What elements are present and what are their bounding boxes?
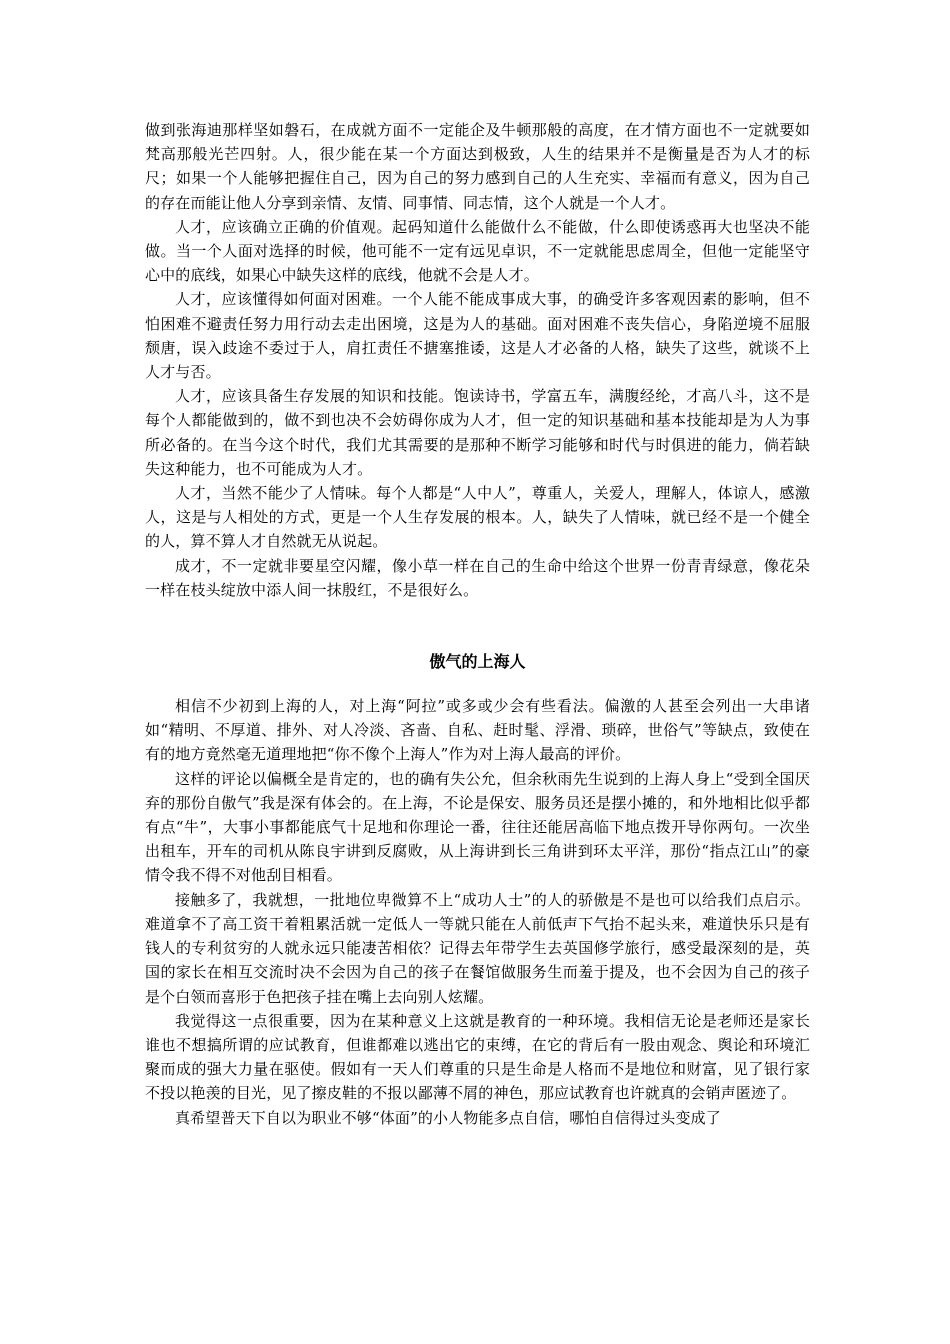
- paragraph: 这样的评论以偏概全是肯定的，也的确有失公允，但余秋雨先生说到的上海人身上“受到全国厌弃的那份自傲气”我是深有体会的。在上海，不论是保安、服务员还是摆小摊的，和外地相比似乎都有点“牛”，大事小事都能底气十足地和你理论一番，往往还能居高临下地点拨开导你两句。一次坐出租车，开车的司机从陈良宇讲到反腐败，从上海讲到长三角讲到环太平洋，那份“指点江山”的豪情令我不得不对他刮目相看。: [145, 769, 810, 885]
- essay-title: 傲气的上海人: [429, 652, 526, 672]
- document-page: [145, 118, 810, 1130]
- paragraph: 相信不少初到上海的人，对上海“阿拉”或多或少会有些看法。偏激的人甚至会列出一大串诸如“精明、不厚道、排外、对人冷淡、吝啬、自私、赶时髦、浮滑、琐碎，世俗气”等缺点，致使在有的地方竟然毫无道理地把“你不像个上海人”作为对上海人最高的评价。: [145, 697, 810, 764]
- paragraph: 接触多了，我就想，一批地位卑微算不上“成功人士”的人的骄傲是不是也可以给我们点启示。难道拿不了高工资干着粗累活就一定低人一等就只能在人前低声下气抬不起头来，难道快乐只是有钱人的专利贫穷的人就永远只能凄苦相依？记得去年带学生去英国修学旅行，感受最深刻的是，英国的家长在相互交流时决不会因为自己的孩子在餐馆做服务生而羞于提及，也不会因为自己的孩子是个白领而喜形于色把孩子挂在嘴上去向别人炫耀。: [145, 890, 810, 1006]
- paragraph: 人才，应该懂得如何面对困难。一个人能不能成事成大事，的确受许多客观因素的影响，但不怕困难不避责任努力用行动去走出困境，这是为人的基础。面对困难不丧失信心，身陷逆境不屈服颓唐，误入歧途不委过于人，肩扛责任不搪塞推诿，这是人才必备的人格，缺失了这些，就谈不上人才与否。: [145, 290, 810, 382]
- paragraph: 人才，应该确立正确的价值观。起码知道什么能做什么不能做，什么即使诱惑再大也坚决不能做。当一个人面对选择的时候，他可能不一定有远见卓识，不一定就能思虑周全，但他一定能坚守心中的底线，如果心中缺失这样的底线，他就不会是人才。: [145, 217, 810, 285]
- paragraph: 做到张海迪那样坚如磐石，在成就方面不一定能企及牛顿那般的高度，在才情方面也不一定就要如梵高那般光芒四射。人，很少能在某一个方面达到极致，人生的结果并不是衡量是否为人才的标尺；如果一个人能够把握住自己，因为自己的努力感到自己的人生充实、幸福而有意义，因为自己的存在而能让他人分享到亲情、友情、同事情、同志情，这个人就是一个人才。: [145, 121, 810, 212]
- paragraph: 我觉得这一点很重要，因为在某种意义上这就是教育的一种环境。我相信无论是老师还是家长谁也不想搞所谓的应试教育，但谁都难以逃出它的束缚，在它的背后有一股由观念、舆论和环境汇聚而成的强大力量在驱使。假如有一天人们尊重的只是生命是人格而不是地位和财富，见了银行家不投以艳羡的目光，见了擦皮鞋的不报以鄙薄不屑的神色，那应试教育也许就真的会销声匿迹了。: [145, 1011, 810, 1103]
- essay-shanghai: [145, 694, 810, 1130]
- paragraph: 成才，不一定就非要星空闪耀，像小草一样在自己的生命中给这个世界一份青青绿意，像花朵一样在枝头绽放中添人间一抹殷红，不是很好么。: [145, 556, 810, 599]
- paragraph: 人才，应该具备生存发展的知识和技能。饱读诗书，学富五车，满腹经纶，才高八斗，这不是每个人都能做到的，做不到也决不会妨碍你成为人才，但一定的知识基础和基本技能却是为人为事所必备的。在当今这个时代，我们尤其需要的是那种不断学习能够和时代与时俱进的能力，倘若缺失这种能力，也不可能成为人才。: [145, 387, 810, 478]
- paragraph: 人才，当然不能少了人情味。每个人都是“人中人”，尊重人，关爱人，理解人，体谅人，感激人，这是与人相处的方式，更是一个人生存发展的根本。人，缺失了人情味，就已经不是一个健全的人，算不算人才自然就无从说起。: [145, 484, 810, 551]
- essay-talent-continuation: [145, 118, 810, 602]
- paragraph: 真希望普天下自以为职业不够“体面”的小人物能多点自信，哪怕自信得过头变成了: [175, 1108, 721, 1127]
